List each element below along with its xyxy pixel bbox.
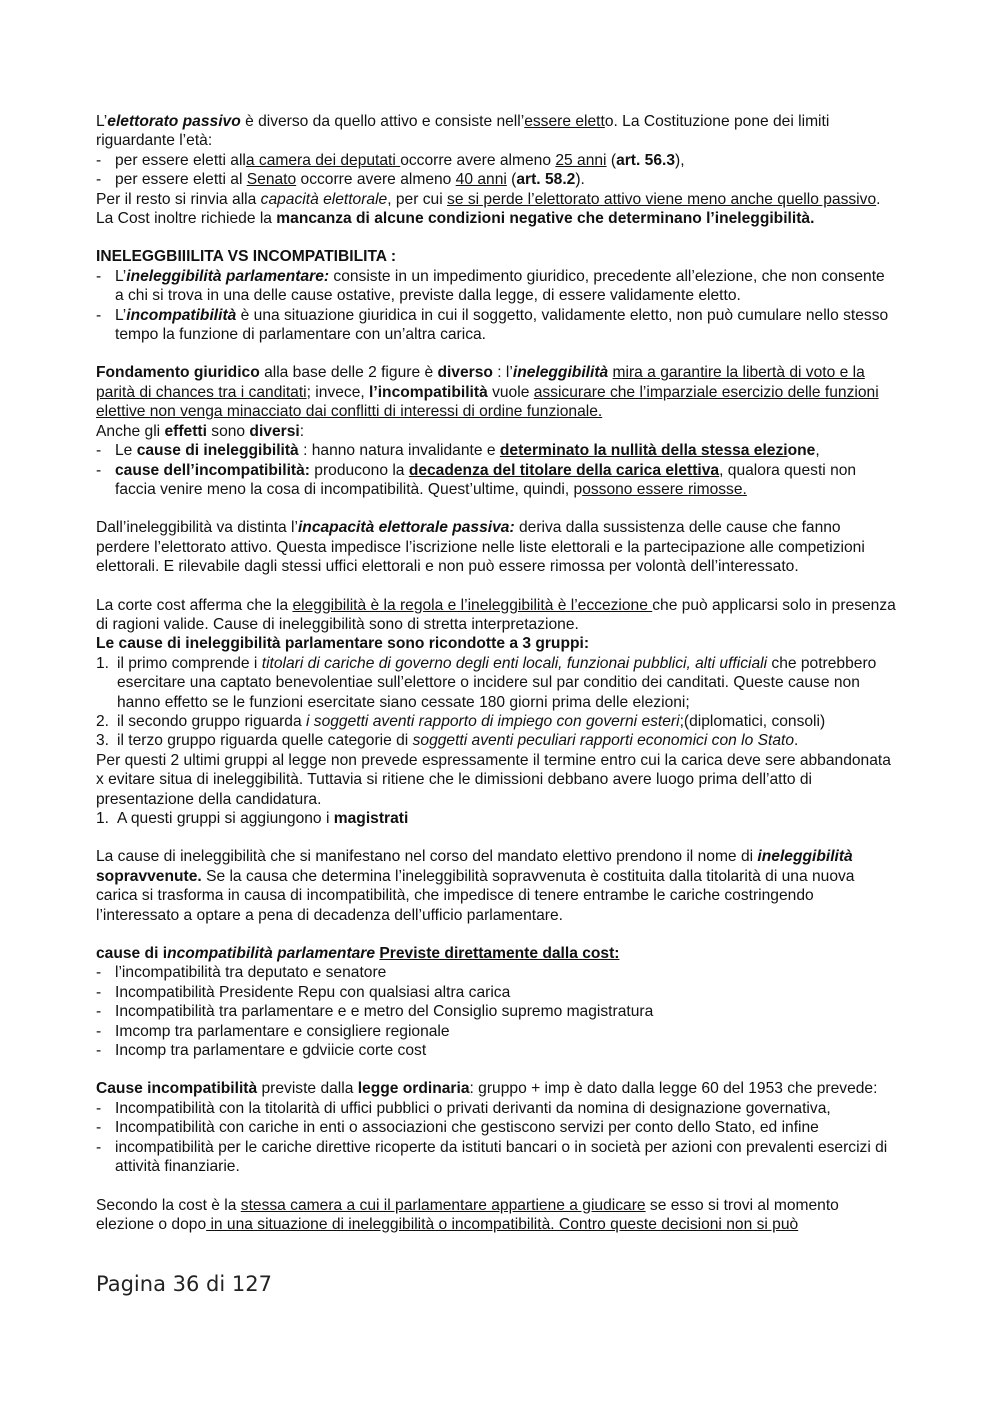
list-item-incompatibilita [96,306,896,345]
list-item-magistrati [96,809,896,828]
paragraph-incapacita-elettorale: Dall’ineleggibilità va distinta l’incapacità elettorale passiva: deriva dalla sussistenza delle cause che fanno perdere l’elettorato attivo. Questa impedisce l’iscrizione nelle liste elettorali e la partecipazione alle competizioni elettorali. E rilevabile dagli stessi uffici elettorali e non può essere rimossa per volontà dell’interessato. [96,519,865,576]
list-item-gruppo-3 [96,731,896,750]
paragraph-corte-cost: La corte cost afferma che la eleggibilità è la regola e l’ineleggibilità è l’eccezione che può applicarsi solo in presenza di ragioni valide. Cause di ineleggibilità sono di stretta interpretazione. [96,596,896,633]
list-item-text: l’incompatibilità tra deputato e senatore [115,964,387,982]
paragraph-ineleggibilita-sopravvenuta: La cause di ineleggibilità che si manifestano nel corso del mandato elettivo prendono il nome di ineleggibilità sopravvenute. Se la causa che determina l’ineleggibilità sopravvenuta è costituita dalla titolarità di una nuova carica si trasforma in causa di incompatibilità, che impedisce di tenere entrambe le cariche costringendo l’interessato a optare a pena di decadenza dell’ufficio parlamentare. [96,848,855,924]
list-marker: - [96,306,102,324]
text-span: è diverso da quello attivo e consiste nell’ [240,113,525,130]
list-item-text: il terzo gruppo riguarda quelle categorie di soggetti aventi peculiari rapporti economici con lo Stato. [117,732,799,750]
list-marker: - [96,267,102,285]
list-item-age-1 [96,151,896,170]
list-item-text: Imcomp tra parlamentare e consigliere regionale [115,1022,450,1040]
list-item-cost-4 [96,1022,896,1041]
page-number-footer: Pagina 36 di 127 [96,1272,272,1296]
list-marker: - [96,151,102,169]
list-marker: - [96,1138,102,1156]
paragraph-legge-ordinaria: Cause incompatibilità previste dalla legge ordinaria: gruppo + imp è dato dalla legge 60 del 1953 che prevede: [96,1080,878,1098]
list-item-text: per essere eletti al Senato occorre avere almeno 40 anni (art. 58.2). [115,171,585,189]
paragraph-fondamento-giuridico: Fondamento giuridico alla base delle 2 figure è diverso : l’ineleggibilità mira a garantire la libertà di voto e la parità di chances tra i canditati; invece, l’incompatibilità vuole assicurare che l’imparziale esercizio delle funzioni elettive non venga minacciato dai conflitti di interessi di ordine funzionale. [96,364,879,421]
list-item-cost-3 [96,1002,896,1021]
list-item-text: il secondo gruppo riguarda i soggetti aventi rapporto di impiego con governi esteri;(diplomatici, consoli) [117,712,826,730]
list-item-text: incompatibilità per le cariche direttive ricoperte da istituti bancari o in società per azioni con prevalenti esercizi di attività finanziarie. [115,1138,888,1176]
list-item-cost-1 [96,963,896,982]
list-item-text: per essere eletti alla camera dei deputati occorre avere almeno 25 anni (art. 56.3), [115,151,685,169]
list-item-age-2 [96,170,896,189]
list-item-text: L’incompatibilità è una situazione giuridica in cui il soggetto, validamente eletto, non può cumulare nello stesso tempo la funzione di parlamentare con un’altra carica. [115,306,889,344]
list-item-text: cause dell’incompatibilità: producono la decadenza del titolare della carica elettiva, qualora questi non faccia venire meno la cosa di incompatibilità. Quest’ultime, quindi, possono essere rimosse. [115,461,857,498]
list-item-text: Incompatibilità tra parlamentare e e metro del Consiglio supremo magistratura [115,1003,654,1021]
list-item-effetti-2 [96,461,896,500]
list-item-text: A questi gruppi si aggiungono i magistrati [117,810,409,827]
list-item-cost-2 [96,983,896,1002]
list-item-legge-3 [96,1138,896,1177]
list-marker: - [96,1022,102,1040]
list-item-text: Le cause di ineleggibilità : hanno natura invalidante e determinato la nullità della stessa elezione, [115,442,820,460]
paragraph-elettorato-passivo [96,112,896,151]
list-item-text: il primo comprende i titolari di cariche di governo degli enti locali, funzionai pubblici, alti ufficiali che potrebbero esercitare una captato benevolentiae sull’elettore o incidere sul par conditio dei canditati. Queste cause non hanno effetto se le funzioni esercitate siano cessate 180 giorni prima delle elezioni; [117,654,877,711]
section-heading-ineleggibilita: INELEGGBIIILITA VS INCOMPATIBILITA : [96,248,397,266]
paragraph-effetti: Anche gli effetti sono diversi: [96,422,305,440]
list-marker: 1. [96,810,110,827]
list-marker: - [96,461,102,479]
list-item-legge-2 [96,1118,896,1137]
list-item-legge-1 [96,1099,896,1118]
list-item-cost-5 [96,1041,896,1060]
term-elettorato-passivo: elettorato passivo [107,113,241,130]
list-marker: - [96,442,102,460]
list-marker: - [96,1042,102,1060]
list-item-text: Incompatibilità Presidente Repu con qualsiasi altra carica [115,983,511,1001]
list-marker: - [96,1119,102,1137]
list-marker: - [96,1099,102,1117]
text-span: o. La Costituzione pone dei limiti riguardante l’età: [96,113,830,150]
text-span: L’ [96,113,108,130]
list-marker: - [96,1003,102,1021]
section-heading-cause-cost: cause di incompatibilità parlamentare Previste direttamente dalla cost: [96,945,620,963]
list-item-text: L’ineleggibilità parlamentare: consiste in un impedimento giuridico, precedente all’elezione, che non consente a chi si trova in una delle cause ostative, previste dalla legge, di essere validamente eletto. [115,267,885,305]
list-item-gruppo-1 [96,654,896,712]
list-item-text: Incompatibilità con cariche in enti o associazioni che gestiscono servizi per conto dello Stato, ed infine [115,1119,819,1137]
list-marker: - [96,964,102,982]
list-marker: 1. [96,654,110,672]
list-item-text: Incomp tra parlamentare e gdviicie corte cost [115,1042,427,1060]
paragraph-capacita-elettorale: Per il resto si rinvia alla capacità elettorale, per cui se si perde l’elettorato attivo viene meno anche quello passivo. [96,190,881,208]
paragraph-ultimi-gruppi: Per questi 2 ultimi gruppi al legge non prevede espressamente il termine entro cui la carica deve sere abbandonata x evitare situa di ineleggibilità. Tuttavia si ritiene che le dimissioni debbano avere luogo prima dell’atto di presentazione della candidatura. [96,751,891,808]
document-page [96,112,896,1234]
list-item-effetti-1 [96,441,896,460]
list-item-ineleggibilita [96,267,896,306]
list-marker: 2. [96,712,110,730]
paragraph-giudizio-camera: Secondo la cost è la stessa camera a cui il parlamentare appartiene a giudicare se esso si trovi al momento elezione o dopo in una situazione di ineleggibilità o incompatibilità. Contro queste decisioni non si può [96,1196,839,1233]
list-marker: - [96,171,102,189]
paragraph-condizioni-negative: La Cost inoltre richiede la mancanza di alcune condizioni negative che determinano l’ineleggibilità. [96,210,815,228]
list-item-text: Incompatibilità con la titolarità di uffici pubblici o privati derivanti da nomina di designazione governativa, [115,1099,831,1117]
paragraph-tre-gruppi: Le cause di ineleggibilità parlamentare sono ricondotte a 3 gruppi: [96,635,590,653]
list-marker: 3. [96,732,110,750]
list-marker: - [96,983,102,1001]
underlined-span: essere elett [524,113,605,130]
list-item-gruppo-2 [96,712,896,731]
